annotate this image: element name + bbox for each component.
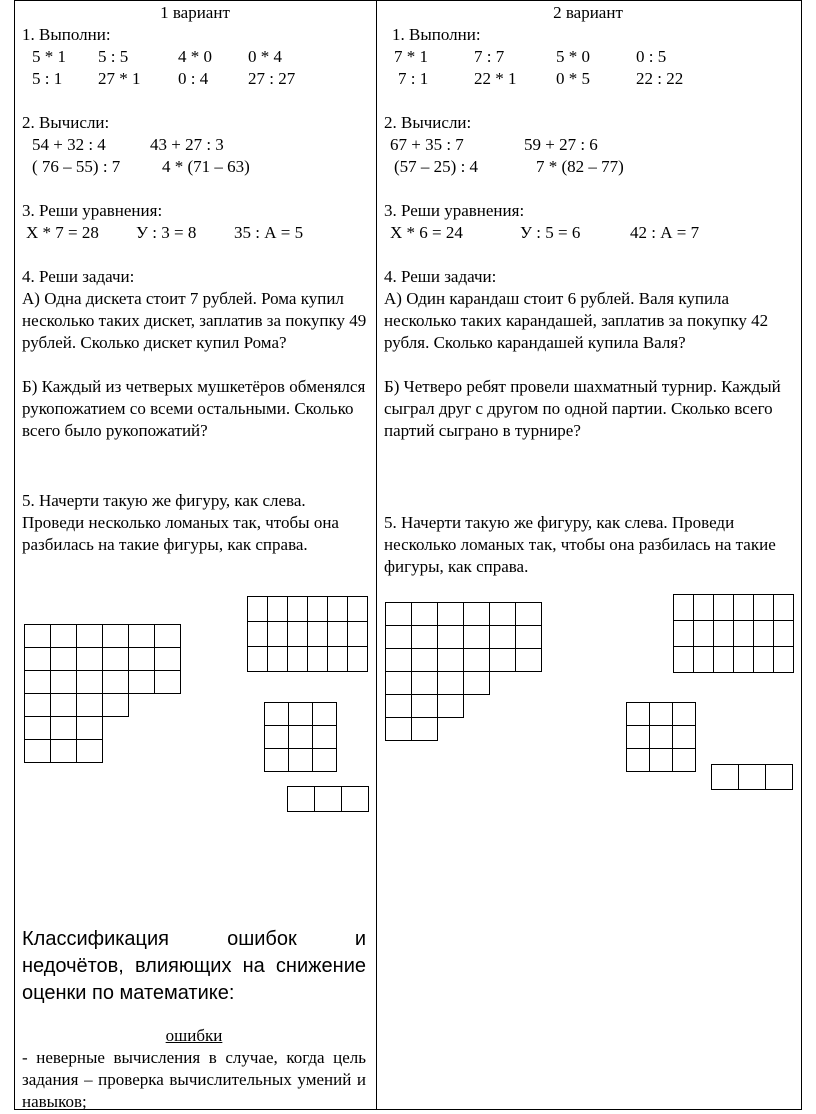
- grid-cell: [626, 702, 650, 726]
- grid-cell: [713, 620, 734, 647]
- grid-cell: [464, 718, 490, 741]
- expression: 7 * (82 – 77): [536, 157, 624, 176]
- grid-cell: [463, 625, 490, 649]
- equation: Х * 7 = 28: [26, 223, 99, 242]
- grid-cell: [103, 717, 129, 740]
- grid-cell: [102, 624, 129, 648]
- equation: Х * 6 = 24: [390, 223, 463, 242]
- grid-cell: [128, 647, 155, 671]
- grid-cell: [154, 647, 181, 671]
- grid-cell: [287, 646, 308, 672]
- grid-cell: [264, 725, 289, 749]
- grid-cell: [753, 646, 774, 673]
- grid-cell: [347, 621, 368, 647]
- expression: 43 + 27 : 3: [150, 135, 224, 154]
- bar-figure: [288, 787, 369, 812]
- grid-cell: [385, 602, 412, 626]
- classification-section: [22, 926, 366, 1113]
- grid-cell: [312, 748, 337, 772]
- grid-cell: [438, 718, 464, 741]
- grid-cell: [411, 648, 438, 672]
- grid-cell: [773, 594, 794, 621]
- grid-cell: [312, 725, 337, 749]
- grid-cell: [154, 670, 181, 694]
- grid-cell: [411, 625, 438, 649]
- task-4a-text: А) Один карандаш стоит 6 рублей. Валя купила несколько таких карандашей, заплатив за покупку 42 рубля. Сколько карандашей купила Валя?: [384, 289, 769, 352]
- task-3-row: [22, 222, 368, 244]
- grid-cell: [76, 670, 103, 694]
- grid-cell: [738, 764, 766, 790]
- grid-cell: [673, 594, 694, 621]
- grid-cell: [307, 646, 328, 672]
- equation: У : 3 = 8: [136, 223, 197, 242]
- square-figure: [265, 703, 337, 772]
- grid-cell: [385, 648, 412, 672]
- error-item: - неверные вычисления в случае, когда цель задания – проверка вычислительных умений и навыков;: [22, 1048, 366, 1111]
- bar-figure: [712, 765, 793, 790]
- expression: 22 * 1: [474, 69, 517, 88]
- grid-cell: [129, 717, 155, 740]
- equation: 35 : А = 5: [234, 223, 304, 242]
- grid-cell: [463, 602, 490, 626]
- grid-cell: [489, 602, 516, 626]
- grid-cell: [437, 602, 464, 626]
- expression: 67 + 35 : 7: [390, 135, 464, 154]
- grid-cell: [773, 620, 794, 647]
- grid-cell: [463, 648, 490, 672]
- grid-cell: [24, 739, 51, 763]
- task-4b-text: Б) Четверо ребят провели шахматный турнир. Каждый сыграл друг с другом по одной партии. Сколько всего партий сыграно в турнире?: [384, 377, 781, 440]
- grid-cell: [515, 648, 542, 672]
- grid-cell: [411, 671, 438, 695]
- rectangle-figure: [674, 595, 794, 673]
- square-figure: [627, 703, 696, 772]
- task-4a-text: А) Одна дискета стоит 7 рублей. Рома купил несколько таких дискет, заплатив за покупку 49 рублей. Сколько дискет купил Рома?: [22, 289, 367, 352]
- expression: 59 + 27 : 6: [524, 135, 598, 154]
- expression: 0 : 5: [636, 47, 667, 66]
- grid-cell: [129, 740, 155, 763]
- grid-cell: [385, 671, 412, 695]
- grid-cell: [341, 786, 369, 812]
- grid-cell: [626, 725, 650, 749]
- grid-cell: [515, 625, 542, 649]
- grid-cell: [288, 725, 313, 749]
- task-2-heading: 2. Вычисли:: [384, 113, 472, 132]
- grid-cell: [489, 648, 516, 672]
- grid-cell: [287, 786, 315, 812]
- task-4-heading: 4. Реши задачи:: [22, 267, 135, 286]
- grid-cell: [773, 646, 794, 673]
- grid-cell: [753, 620, 774, 647]
- grid-cell: [50, 716, 77, 740]
- task-4-heading: 4. Реши задачи:: [384, 267, 497, 286]
- expression: 7 * 1: [394, 47, 428, 66]
- grid-cell: [50, 624, 77, 648]
- grid-cell: [50, 647, 77, 671]
- grid-cell: [50, 670, 77, 694]
- grid-cell: [693, 620, 714, 647]
- grid-cell: [102, 693, 129, 717]
- task-3-heading: 3. Реши уравнения:: [22, 201, 163, 220]
- grid-cell: [489, 625, 516, 649]
- grid-cell: [490, 695, 516, 718]
- grid-cell: [103, 740, 129, 763]
- task-2-row: [22, 134, 368, 156]
- grid-cell: [626, 748, 650, 772]
- expression: 4 * 0: [178, 47, 212, 66]
- rectangle-figure: [248, 597, 368, 672]
- grid-cell: [267, 621, 288, 647]
- grid-cell: [347, 646, 368, 672]
- task-1-heading: 1. Выполни:: [22, 25, 111, 44]
- expression: 5 : 5: [98, 47, 129, 66]
- task-3-heading: 3. Реши уравнения:: [384, 201, 525, 220]
- grid-cell: [247, 646, 268, 672]
- variant-2-column: [384, 2, 792, 578]
- grid-cell: [24, 647, 51, 671]
- grid-cell: [516, 718, 542, 741]
- grid-cell: [693, 594, 714, 621]
- grid-cell: [327, 596, 348, 622]
- grid-cell: [155, 717, 181, 740]
- grid-cell: [516, 672, 542, 695]
- grid-cell: [437, 694, 464, 718]
- grid-cell: [672, 725, 696, 749]
- grid-cell: [437, 625, 464, 649]
- grid-cell: [288, 702, 313, 726]
- grid-cell: [713, 594, 734, 621]
- grid-cell: [711, 764, 739, 790]
- grid-cell: [649, 725, 673, 749]
- task-5-text: 5. Начерти такую же фигуру, как слева. Проведи несколько ломаных так, чтобы она разбилась на такие фигуры, как справа.: [22, 491, 339, 554]
- task-2-row: [22, 156, 368, 178]
- grid-cell: [713, 646, 734, 673]
- task-1-row: [22, 68, 368, 90]
- grid-cell: [516, 695, 542, 718]
- expression: 0 * 4: [248, 47, 282, 66]
- expression: 5 * 1: [32, 47, 66, 66]
- grid-cell: [385, 717, 412, 741]
- grid-cell: [287, 596, 308, 622]
- task-2-heading: 2. Вычисли:: [22, 113, 110, 132]
- grid-cell: [76, 716, 103, 740]
- expression: 27 : 27: [248, 69, 296, 88]
- grid-cell: [50, 693, 77, 717]
- grid-cell: [129, 694, 155, 717]
- grid-cell: [128, 670, 155, 694]
- grid-cell: [649, 748, 673, 772]
- grid-cell: [247, 596, 268, 622]
- task-2-row: [384, 156, 792, 178]
- grid-cell: [411, 602, 438, 626]
- staircase-figure: [25, 625, 181, 763]
- grid-cell: [264, 702, 289, 726]
- task-2-row: [384, 134, 792, 156]
- grid-cell: [24, 716, 51, 740]
- grid-cell: [50, 739, 77, 763]
- grid-cell: [733, 620, 754, 647]
- classification-heading: Классификация ошибок и недочётов, влияющих на снижение оценки по математике:: [22, 928, 366, 1004]
- grid-cell: [464, 695, 490, 718]
- grid-cell: [672, 748, 696, 772]
- expression: 27 * 1: [98, 69, 141, 88]
- grid-cell: [155, 694, 181, 717]
- task-1-row: [384, 46, 792, 68]
- expression: (57 – 25) : 4: [394, 157, 479, 176]
- grid-cell: [515, 602, 542, 626]
- expression: 5 * 0: [556, 47, 590, 66]
- variant-1-column: [22, 2, 368, 556]
- expression: 0 : 4: [178, 69, 209, 88]
- grid-cell: [288, 748, 313, 772]
- expression: ( 76 – 55) : 7: [32, 157, 121, 176]
- grid-cell: [307, 596, 328, 622]
- grid-cell: [314, 786, 342, 812]
- grid-cell: [264, 748, 289, 772]
- grid-cell: [347, 596, 368, 622]
- grid-cell: [765, 764, 793, 790]
- grid-cell: [155, 740, 181, 763]
- task-3-row: [384, 222, 792, 244]
- grid-cell: [287, 621, 308, 647]
- grid-cell: [672, 702, 696, 726]
- expression: 54 + 32 : 4: [32, 135, 106, 154]
- errors-subheading: ошибки: [165, 1026, 223, 1045]
- grid-cell: [437, 648, 464, 672]
- grid-cell: [693, 646, 714, 673]
- variant-2-title: 2 вариант: [553, 3, 623, 22]
- grid-cell: [733, 594, 754, 621]
- grid-cell: [753, 594, 774, 621]
- grid-cell: [76, 693, 103, 717]
- grid-cell: [673, 646, 694, 673]
- task-4b-text: Б) Каждый из четверых мушкетёров обменялся рукопожатием со всеми остальными. Сколько всего было рукопожатий?: [22, 377, 366, 440]
- grid-cell: [24, 624, 51, 648]
- grid-cell: [327, 646, 348, 672]
- equation: 42 : А = 7: [630, 223, 700, 242]
- grid-cell: [673, 620, 694, 647]
- grid-cell: [490, 672, 516, 695]
- grid-cell: [437, 671, 464, 695]
- grid-cell: [247, 621, 268, 647]
- variant-1-title: 1 вариант: [160, 3, 230, 22]
- task-1-row: [22, 46, 368, 68]
- grid-cell: [385, 625, 412, 649]
- grid-cell: [128, 624, 155, 648]
- expression: 22 : 22: [636, 69, 684, 88]
- task-5-text: 5. Начерти такую же фигуру, как слева. Проведи несколько ломаных так, чтобы она разбилась на такие фигуры, как справа.: [384, 513, 776, 576]
- column-divider: [376, 0, 377, 1110]
- grid-cell: [463, 671, 490, 695]
- grid-cell: [76, 739, 103, 763]
- grid-cell: [102, 670, 129, 694]
- expression: 7 : 7: [474, 47, 505, 66]
- grid-cell: [733, 646, 754, 673]
- grid-cell: [490, 718, 516, 741]
- task-1-row: [384, 68, 792, 90]
- grid-cell: [102, 647, 129, 671]
- expression: 7 : 1: [398, 69, 429, 88]
- expression: 0 * 5: [556, 69, 590, 88]
- expression: 4 * (71 – 63): [162, 157, 250, 176]
- grid-cell: [385, 694, 412, 718]
- grid-cell: [24, 670, 51, 694]
- grid-cell: [649, 702, 673, 726]
- grid-cell: [312, 702, 337, 726]
- grid-cell: [267, 596, 288, 622]
- staircase-figure: [386, 603, 542, 741]
- grid-cell: [307, 621, 328, 647]
- task-1-heading: 1. Выполни:: [392, 25, 481, 44]
- grid-cell: [24, 693, 51, 717]
- grid-cell: [154, 624, 181, 648]
- expression: 5 : 1: [32, 69, 63, 88]
- grid-cell: [411, 717, 438, 741]
- grid-cell: [411, 694, 438, 718]
- grid-cell: [76, 647, 103, 671]
- equation: У : 5 = 6: [520, 223, 581, 242]
- grid-cell: [327, 621, 348, 647]
- grid-cell: [76, 624, 103, 648]
- grid-cell: [267, 646, 288, 672]
